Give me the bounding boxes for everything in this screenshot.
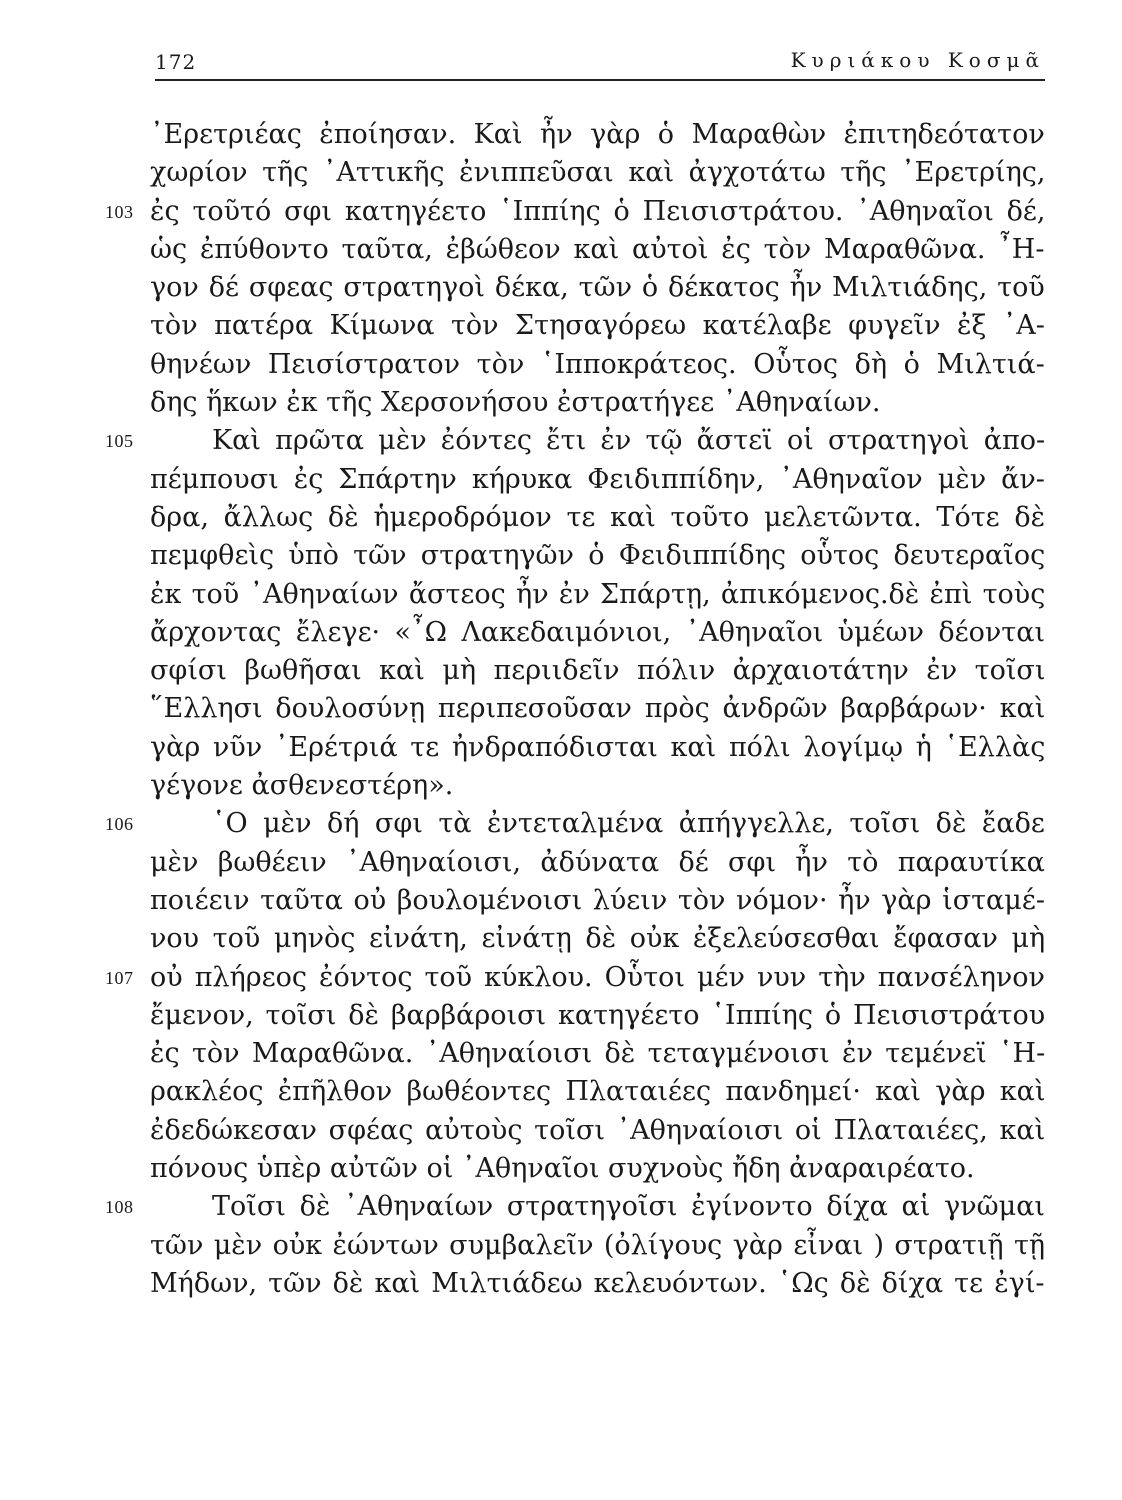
section-number: 108 (105, 1197, 134, 1218)
page-number: 172 (155, 50, 197, 74)
line-text: θηνέων Πεισίστρατον τὸν ῾Ιπποκράτεος. Οὗτος δὴ ὁ Μιλτιά- (150, 348, 1045, 380)
body-text (105, 116, 1046, 1303)
section-number: 105 (105, 431, 134, 452)
text-line (150, 154, 1045, 192)
line-text: ποιέειν ταῦτα οὐ βουλομένοισι λύειν τὸν νόμον· ἦν γὰρ ἱσταμέ- (150, 884, 1045, 916)
text-line (150, 231, 1045, 269)
line-text: τὸν πατέρα Κίμωνα τὸν Στησαγόρεω κατέλαβε φυγεῖν ἐξ ᾿Α- (150, 310, 1045, 342)
text-line (105, 1188, 1046, 1226)
line-text: πόνους ὑπὲρ αὐτῶν οἱ ᾿Αθηναῖοι συχνοὺς ἤδη ἀναραιρέατο. (150, 1153, 975, 1185)
text-line (150, 384, 1045, 422)
text-line (150, 614, 1045, 652)
text-line (150, 1073, 1045, 1111)
text-line (105, 193, 1046, 231)
line-text: ἐς τὸν Μαραθῶνα. ᾿Αθηναίοισι δὲ τεταγμένοισι ἐν τεμένεϊ ῾Η- (150, 1038, 1046, 1070)
line-text: ἄρχοντας ἔλεγε· «῏Ω Λακεδαιμόνιοι, ᾿Αθηναῖοι ὑμέων δέονται (150, 616, 1046, 648)
section-number: 107 (105, 967, 134, 988)
text-line (105, 805, 1045, 843)
text-line (150, 346, 1045, 384)
line-text: δης ἥκων ἐκ τῆς Χερσονήσου ἐστρατήγεε ᾿Αθηναίων. (150, 387, 881, 419)
text-line (150, 1265, 1045, 1303)
line-text: σφίσι βωθῆσαι καὶ μὴ περιιδεῖν πόλιν ἀρχαιοτάτην ἐν τοῖσι (150, 655, 1046, 687)
text-line (150, 1112, 1045, 1150)
text-line (150, 920, 1045, 958)
text-line (150, 652, 1045, 690)
section-number: 103 (105, 201, 134, 222)
header-rule (155, 79, 1045, 81)
line-text: Καὶ πρῶτα μὲν ἐόντες ἔτι ἐν τῷ ἄστεϊ οἱ στρατηγοὶ ἀπο- (212, 425, 1046, 457)
line-text: χωρίον τῆς ᾿Αττικῆς ἐνιππεῦσαι καὶ ἀγχοτάτω τῆς ᾿Ερετρίης, (150, 157, 1046, 189)
line-text: μὲν βωθέειν ᾿Αθηναίοισι, ἀδύνατα δέ σφι ἦν τὸ παραυτίκα (150, 846, 1045, 878)
line-text: πέμπουσι ἐς Σπάρτην κήρυκα Φειδιππίδην, ᾿Αθηναῖον μὲν ἄν- (150, 463, 1045, 495)
text-line (150, 767, 1045, 805)
text-line (150, 576, 1045, 614)
text-line (105, 959, 1045, 997)
text-line (150, 690, 1045, 728)
text-line (105, 422, 1046, 460)
page-header (155, 44, 1045, 80)
line-text: νου τοῦ μηνὸς εἰνάτη, εἰνάτῃ δὲ οὐκ ἐξελεύσεσθαι ἔφασαν μὴ (150, 923, 1046, 955)
text-line (150, 1035, 1045, 1073)
text-line (150, 499, 1045, 537)
line-text: ἐς τοῦτό σφι κατηγέετο ῾Ιππίης ὁ Πεισιστράτου. ᾿Αθηναῖοι δέ, (150, 195, 1046, 227)
line-text: γὰρ νῦν ᾿Ερέτριά τε ἠνδραπόδισται καὶ πόλι λογίμῳ ἡ ῾Ελλὰς (150, 731, 1046, 763)
line-text: ῾Ο μὲν δή σφι τὰ ἐντεταλμένα ἀπήγγελλε, τοῖσι δὲ ἔαδε (212, 808, 1045, 840)
text-line (150, 461, 1045, 499)
text-line (150, 537, 1045, 575)
text-line (150, 1227, 1045, 1265)
text-line (150, 307, 1045, 345)
text-line (150, 844, 1045, 882)
line-text: ἐκ τοῦ ᾿Αθηναίων ἄστεος ἦν ἐν Σπάρτῃ, ἀπικόμενος.δὲ ἐπὶ τοὺς (150, 578, 1046, 610)
line-text: Μήδων, τῶν δὲ καὶ Μιλτιάδεω κελευόντων. ῾Ως δὲ δίχα τε ἐγί- (150, 1267, 1045, 1299)
text-line (150, 1150, 1045, 1188)
line-text: ὡς ἐπύθοντο ταῦτα, ἐβώθεον καὶ αὐτοὶ ἐς τὸν Μαραθῶνα. ῏Η- (150, 233, 1045, 265)
line-text: οὐ πλήρεος ἐόντος τοῦ κύκλου. Οὗτοι μέν νυν τὴν πανσέληνον (150, 961, 1045, 993)
line-text: γέγονε ἀσθενεστέρη». (150, 770, 454, 802)
text-line (150, 116, 1045, 154)
line-text: ρακλέος ἐπῆλθον βωθέοντες Πλαταιέες πανδημεί· καὶ γὰρ καὶ (150, 1076, 1046, 1108)
line-text: ἐδεδώκεσαν σφέας αὐτοὺς τοῖσι ᾿Αθηναίοισι οἱ Πλαταιέες, καὶ (150, 1114, 1046, 1146)
line-text: πεμφθεὶς ὑπὸ τῶν στρατηγῶν ὁ Φειδιππίδης οὗτος δευτεραῖος (150, 540, 1046, 572)
text-line (150, 729, 1045, 767)
line-text: γον δέ σφεας στρατηγοὶ δέκα, τῶν ὁ δέκατος ἦν Μιλτιάδης, τοῦ (150, 272, 1045, 304)
line-text: ἔμενον, τοῖσι δὲ βαρβάροισι κατηγέετο ῾Ιππίης ὁ Πεισιστράτου (150, 999, 1046, 1031)
line-text: Τοῖσι δὲ ᾿Αθηναίων στρατηγοῖσι ἐγίνοντο δίχα αἱ γνῶμαι (212, 1191, 1046, 1223)
line-text: ῞Ελλησι δουλοσύνῃ περιπεσοῦσαν πρὸς ἀνδρῶν βαρβάρων· καὶ (150, 693, 1046, 725)
line-text: τῶν μὲν οὐκ ἐώντων συμβαλεῖν (ὀλίγους γὰρ εἶναι ) στρατιῇ τῇ (150, 1229, 1046, 1261)
line-text: δρα, ἄλλως δὲ ἡμεροδρόμον τε καὶ τοῦτο μελετῶντα. Τότε δὲ (150, 501, 1046, 533)
text-line (150, 882, 1045, 920)
section-number: 106 (105, 814, 134, 835)
text-line (150, 269, 1045, 307)
text-line (150, 997, 1045, 1035)
line-text: ᾿Ερετριέας ἐποίησαν. Καὶ ἦν γὰρ ὁ Μαραθὼν ἐπιτηδεότατον (150, 119, 1045, 150)
running-head: Κυριάκου Κοσμᾶ (790, 48, 1045, 72)
